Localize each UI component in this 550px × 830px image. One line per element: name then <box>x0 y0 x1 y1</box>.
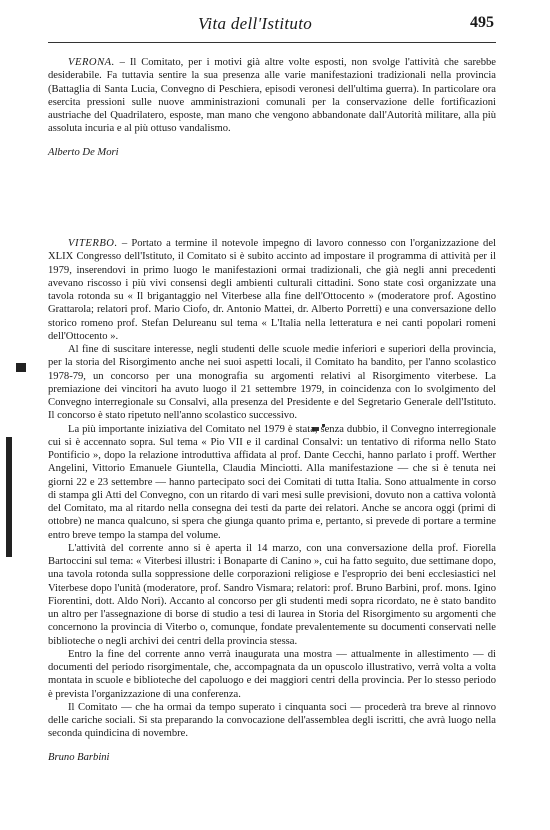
verona-signature: Alberto De Mori <box>48 146 119 158</box>
viterbo-heading: VITERBO. <box>68 238 118 249</box>
viterbo-paragraph-6: Il Comitato — che ha ormai da tempo superato i cinquanta soci — procederà tra breve al rinnovo delle cariche sociali. Si sta preparando la convocazione dell'assemblea degli iscritti, che avrà luogo nella seconda quindicina di novembre. <box>48 701 496 740</box>
viterbo-signature: Bruno Barbini <box>48 751 110 763</box>
viterbo-paragraph-1 <box>48 237 496 343</box>
viterbo-report <box>48 237 496 764</box>
verona-text: – Il Comitato, per i motivi già altre volte esposti, non svolge l'attività che sarebbe desiderabile. Fa tuttavia sentire la sua presenza alle varie manifestazioni tradizionali nella provincia (Battaglia di Santa Lucia, Convegno di Peschiera, episodi veronesi dell'ultima guerra). In particolare ora esercita pressioni sulle nuove amministrazioni comunali per la conservazione delle fortificazioni austriache del Quadrilatero, esposte, man mano che vengono abbandonate dall'Autorità militare, alla più assoluta incuria e al più ottuso vandalismo. <box>48 57 496 135</box>
page-number: 495 <box>470 14 494 31</box>
margin-mark <box>16 363 26 372</box>
viterbo-paragraph-5: Entro la fine del corrente anno verrà inaugurata una mostra — attualmente in allestimento — di documenti del periodo risorgimentale, che, accompagnata da un opuscolo illustrativo, verrà volta a volta montata in scuole e biblioteche del capoluogo e dei maggiori centri della provincia. Per lo stesso periodo è prevista l'organizzazione di una conferenza. <box>48 648 496 700</box>
verona-report <box>48 56 496 159</box>
margin-bar <box>6 437 12 557</box>
viterbo-paragraph-3: La più importante iniziativa del Comitato nel 1979 è stata, senza dubbio, il Convegno interregionale cui si è accennato sopra. Sul tema « Pio VII e il cardinal Consalvi: un tentativo di riforma nello Stato Pontificio », dopo la relazione introduttiva affidata al prof. Dante Cecchi, hanno parlato i proff. Werther Angelini, Vittorio Emanuele Giuntella, Claudia Minciotti. Alla manifestazione — che si è tenuta nei giorni 22 e 23 settembre — hanno partecipato soci dei Comitati di tutta Italia. Sono attualmente in corso di stampa gli Atti del Convegno, con un ritardo di vari mesi sulle previsioni, dovuto non a cattiva volontà del Comitato, ma al ritardo nella consegna dei testi da parte dei relatori. Anche se ancora oggi (primi di ottobre) ne manca qualcuno, si spera che giunga quanto prima e, pertanto, si prevede di portare a termine entro breve tempo la stampa del volume. <box>48 423 496 541</box>
viterbo-text-1: – Portato a termine il notevole impegno di lavoro connesso con l'organizzazione del XLIX Congresso dell'Istituto, il Comitato si è subito accinto ad impostare il programma di attività per il 1979, inserendovi in primo luogo le manifestazioni ormai tradizionali, che già negli anni precedenti avevano riscosso i più vivi consensi degli ambienti culturali cittadini. Sono state così organizzate una tavola rotonda su « Il brigantaggio nel Viterbese alla fine dell'Ottocento » (moderatore prof. Agostino Grattarola; relatori prof. Mario Ciofo, dr. Antonio Mattei, dr. Alberto Porretti) e una conversazione dello storico romeno prof. Stefan Delureanu sul tema « L'Italia nella letteratura e nei canti popolari romeni dell'Ottocento ». <box>48 238 496 342</box>
viterbo-paragraph-4: L'attività del corrente anno si è aperta il 14 marzo, con una conversazione della prof. Fiorella Bartoccini sul tema: « Viterbesi illustri: i Bonaparte di Canino », cui ha fatto seguito, due settimane dopo, una tavola rotonda sulla soppressione delle corporazioni religiose e l'esproprio dei beni ecclesiastici nel Viterbese dopo l'unità (moderatore, prof. Sandro Vismara; relatori: prof. Bruno Barbini, prof. mons. Igino Fiorentini, dott. Aldo Nori). Accanto al concorso per gli studenti medi sopra ricordato, ne è stato bandito un altro per l'assegnazione di borse di studio a tesi di laurea in Storia del Risorgimento su argomenti che concernono la provincia di Viterbo o, comunque, fondate prevalentemente su documenti conservati nelle biblioteche o negli archivi dei centri della provincia stessa. <box>48 542 496 647</box>
verona-paragraph <box>48 56 496 136</box>
running-title: Vita dell'Istituto <box>198 14 313 33</box>
viterbo-paragraph-2: Al fine di suscitare interesse, negli studenti delle scuole medie inferiori e superiori della provincia, per la storia del Risorgimento anche nei suoi aspetti locali, il Comitato ha bandito, per l'anno scolastico 1978-79, un concorso per una monografia su argomenti relativi al Risorgimento viterbese. La premiazione dei vincitori ha avuto luogo il 21 settembre 1979, in coincidenza con lo svolgimento del Convegno interregionale su Consalvi, alla presenza del Presidente e del Segretario Generale dell'Istituto. Il concorso è stato ripetuto nell'anno scolastico successivo. <box>48 344 496 422</box>
page-header <box>48 12 496 43</box>
verona-heading: VERONA. <box>68 57 115 68</box>
